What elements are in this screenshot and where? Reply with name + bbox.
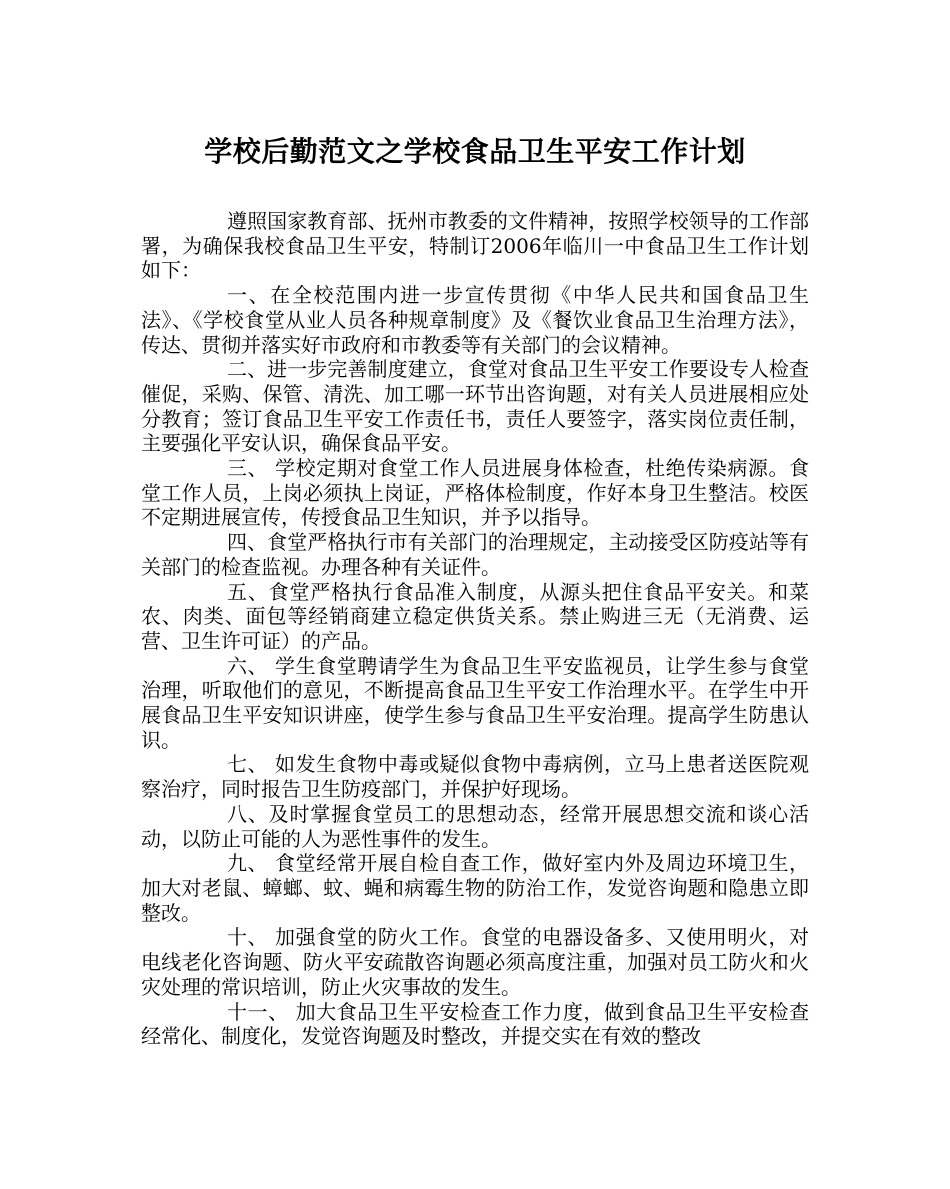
paragraph-item-3: 三、 学校定期对食堂工作人员进展身体检查，杜绝传染病源。食堂工作人员，上岗必须执上岗证，严格体检制度，作好本身卫生整洁。校医不定期进展宣传，传授食品卫生知识，并予以指导。: [141, 456, 809, 530]
paragraph-item-8: 八、及时掌握食堂员工的思想动态，经常开展思想交流和谈心活动，以防止可能的人为恶性事件的发生。: [141, 801, 809, 851]
paragraph-item-10: 十、 加强食堂的防火工作。食堂的电器设备多、又使用明火，对电线老化咨询题、防火平安疏散咨询题必须高度注重，加强对员工防火和火灾处理的常识培训，防止火灾事故的发生。: [141, 925, 809, 999]
paragraph-item-7: 七、 如发生食物中毒或疑似食物中毒病例，立马上患者送医院观察治疗，同时报告卫生防疫部门，并保护好现场。: [141, 752, 809, 802]
document-body: [141, 209, 809, 1049]
paragraph-item-1: 一、在全校范围内进一步宣传贯彻《中华人民共和国食品卫生法》、《学校食堂从业人员各种规章制度》及《餐饮业食品卫生治理方法》，传达、贯彻并落实好市政府和市教委等有关部门的会议精神。: [141, 283, 809, 357]
paragraph-item-11: 十一、 加大食品卫生平安检查工作力度，做到食品卫生平安检查经常化、制度化，发觉咨询题及时整改，并提交实在有效的整改: [141, 999, 809, 1049]
paragraph-intro: 遵照国家教育部、抚州市教委的文件精神，按照学校领导的工作部署，为确保我校食品卫生平安，特制订2006年临川一中食品卫生工作计划如下：: [141, 209, 809, 283]
paragraph-item-6: 六、 学生食堂聘请学生为食品卫生平安监视员，让学生参与食堂治理，听取他们的意见，不断提高食品卫生平安工作治理水平。在学生中开展食品卫生平安知识讲座，使学生参与食品卫生平安治理。提高学生防患认识。: [141, 653, 809, 752]
paragraph-item-9: 九、 食堂经常开展自检自查工作，做好室内外及周边环境卫生，加大对老鼠、蟑螂、蚊、蝇和病霉生物的防治工作，发觉咨询题和隐患立即整改。: [141, 851, 809, 925]
paragraph-item-2: 二、进一步完善制度建立，食堂对食品卫生平安工作要设专人检查催促，采购、保管、清洗、加工哪一环节出咨询题，对有关人员进展相应处分教育；签订食品卫生平安工作责任书，责任人要签字，落实岗位责任制，主要强化平安认识，确保食品平安。: [141, 357, 809, 456]
paragraph-item-4: 四、食堂严格执行市有关部门的治理规定，主动接受区防疫站等有关部门的检查监视。办理各种有关证件。: [141, 530, 809, 579]
paragraph-item-5: 五、食堂严格执行食品准入制度，从源头把住食品平安关。和菜农、肉类、面包等经销商建立稳定供货关系。禁止购进三无（无消费、运营、卫生许可证）的产品。: [141, 579, 809, 653]
document-title: 学校后勤范文之学校食品卫生平安工作计划: [204, 135, 746, 168]
